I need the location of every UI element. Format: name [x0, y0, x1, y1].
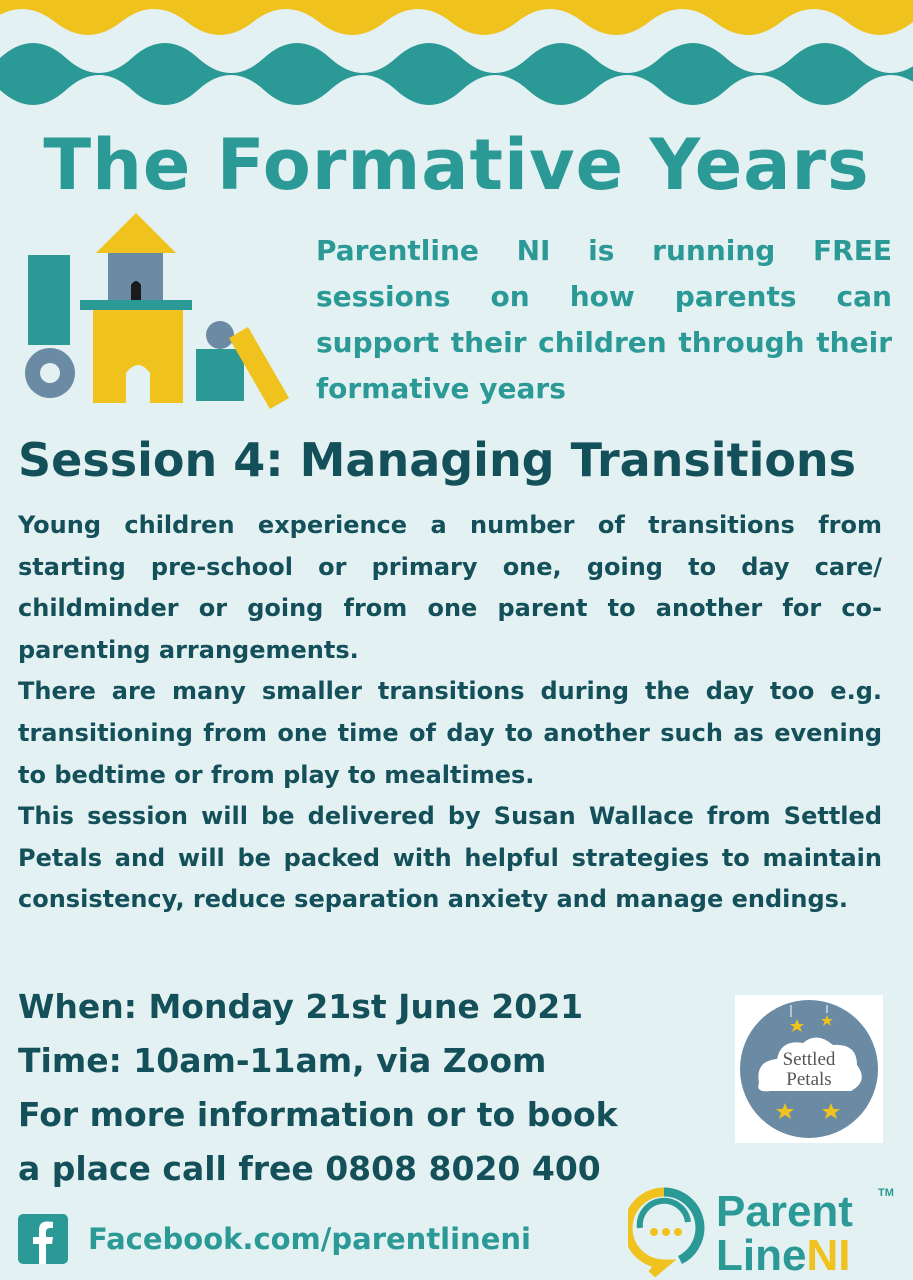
settled-petals-logo-line-1: Settled: [782, 1049, 836, 1070]
parentline-logo-ni: NI: [806, 1231, 851, 1277]
parentline-logo-line-2: Line: [716, 1231, 807, 1277]
trademark-mark: TM: [878, 1187, 894, 1199]
wave-border: [0, 0, 913, 110]
booking-info-line-1: For more information or to book: [18, 1095, 618, 1134]
yellow-roof-block: [96, 213, 176, 253]
slate-ball-block: [206, 321, 234, 349]
svg-text:LineNI: [716, 1231, 850, 1277]
teal-cube-block: [196, 349, 244, 401]
facebook-url[interactable]: Facebook.com/parentlineni: [88, 1222, 531, 1256]
event-details: [18, 980, 718, 1196]
tall-teal-block: [28, 255, 70, 345]
yellow-wave: [0, 0, 913, 35]
yellow-arch-block: [93, 310, 183, 403]
settled-petals-logo: [735, 995, 883, 1143]
description-paragraph-2: There are many smaller transitions during the day too e.g. transitioning from one time of day to another such as evening to bedtime or from play to mealtimes.: [18, 677, 882, 789]
facebook-icon: [18, 1214, 68, 1264]
session-description: [18, 505, 882, 921]
toy-blocks-illustration: [18, 205, 298, 410]
teal-wave: [0, 43, 913, 105]
facebook-link[interactable]: [18, 1213, 531, 1265]
settled-petals-logo-line-2: Petals: [786, 1069, 832, 1090]
parentline-ni-logo: [628, 1182, 898, 1277]
parentline-logo-line-1: Parent: [716, 1187, 853, 1236]
teal-plank-block: [80, 300, 192, 310]
session-title: Session 4: Managing Transitions: [18, 433, 857, 487]
description-paragraph-1: Young children experience a number of transitions from starting pre-school or primary one, going to day care/ childminder or going from one parent to another for co-parenting arrangements.: [18, 511, 882, 664]
event-time: Time: 10am-11am, via Zoom: [18, 1041, 547, 1080]
poster-title: The Formative Years: [43, 124, 870, 206]
event-date: When: Monday 21st June 2021: [18, 987, 584, 1026]
description-paragraph-3: This session will be delivered by Susan Wallace from Settled Petals and will be packed with helpful strategies to maintain consistency, reduce separation anxiety and manage endings.: [18, 802, 882, 914]
intro-text: Parentline NI is running FREE sessions on how parents can support their children through their formative years: [316, 234, 892, 405]
booking-info-line-2: a place call free 0808 8020 400: [18, 1149, 601, 1188]
